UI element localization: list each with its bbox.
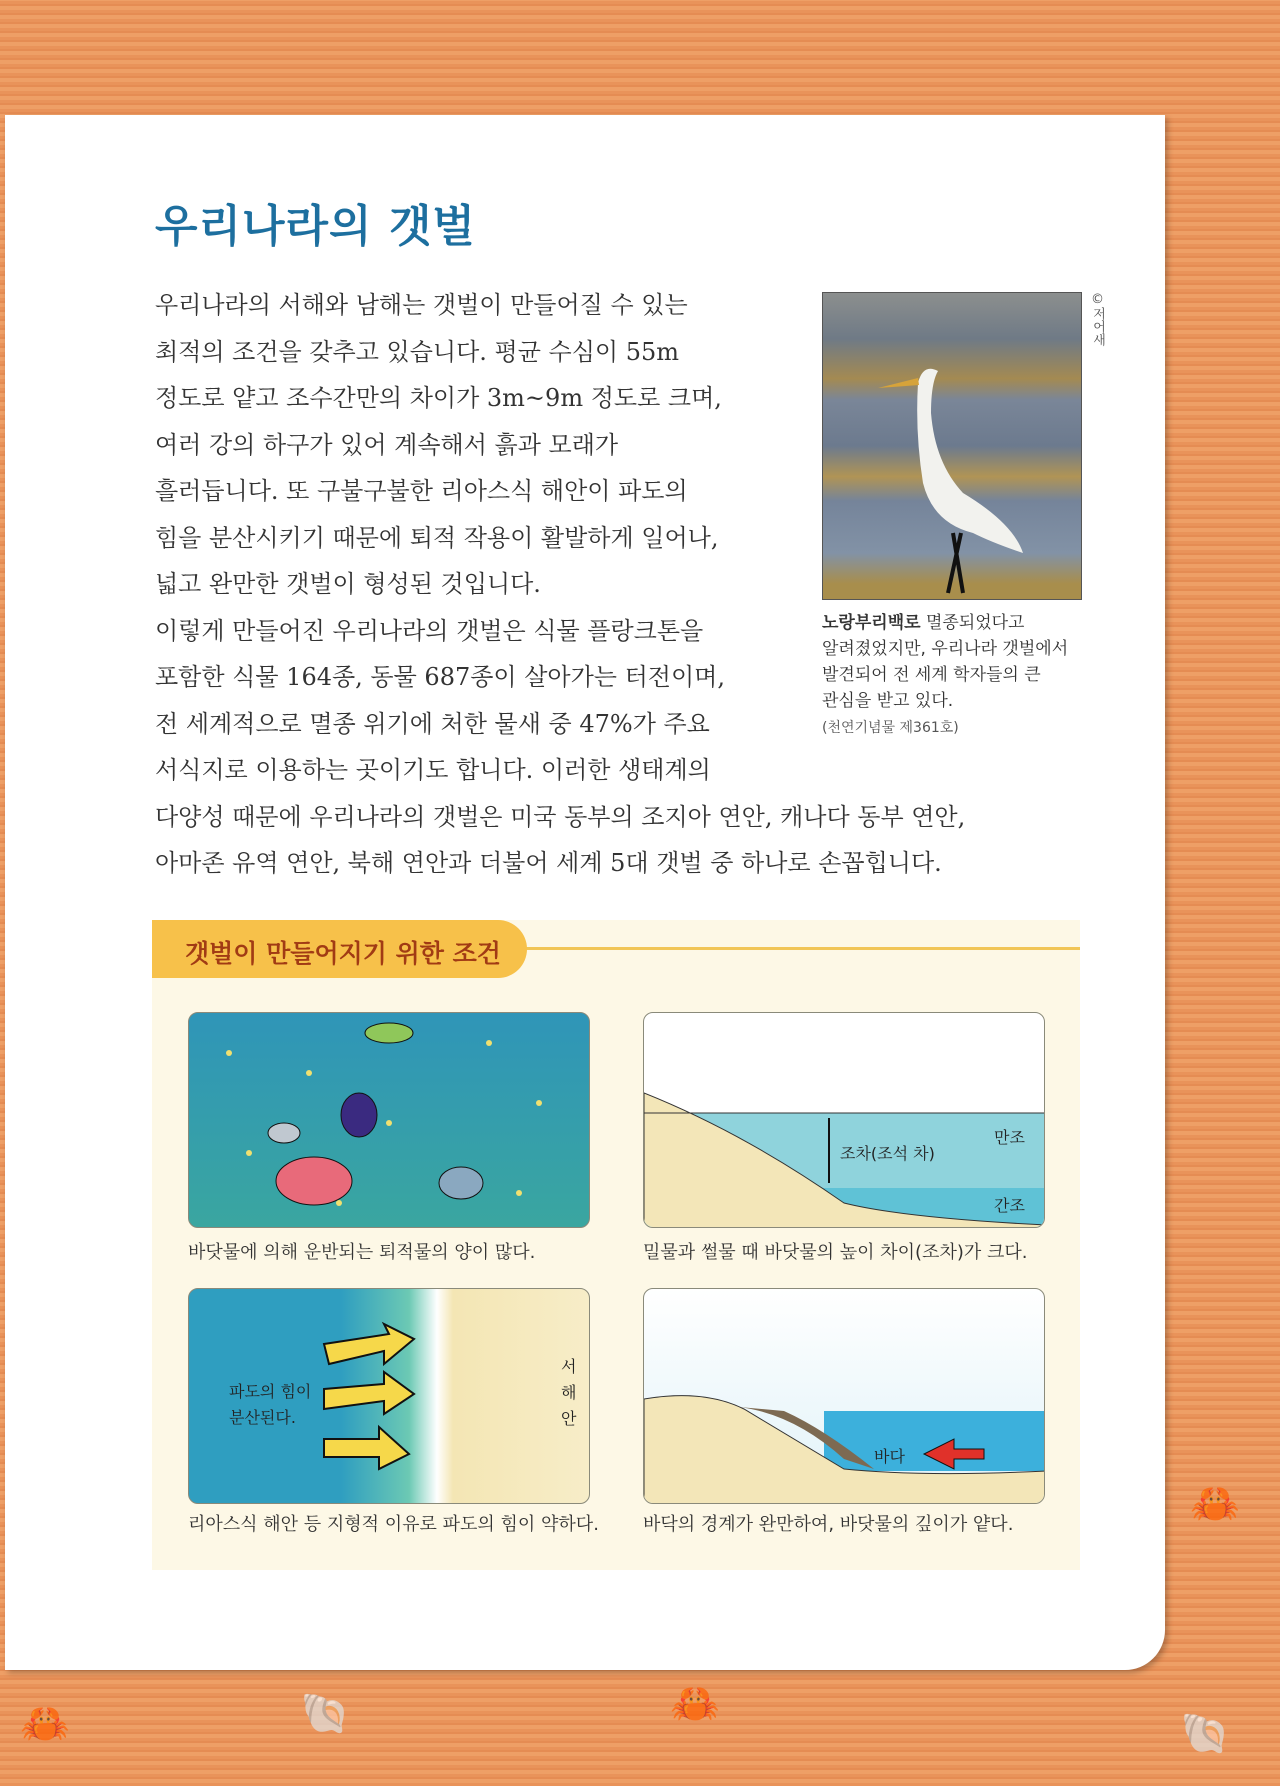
wave-dispersion-illustration: 파도의 힘이 분산된다. 서 해 안 — [188, 1288, 590, 1504]
panel-caption: 밀물과 썰물 때 바닷물의 높이 차이(조차)가 크다. — [643, 1242, 1028, 1263]
photo-credit: ©저어새 — [1090, 292, 1105, 346]
photo-caption: 노랑부리백로 멸종되었다고 알려졌었지만, 우리나라 갯벌에서 발견되어 전 세계 학자들의 큰 관심을 받고 있다. (천연기념물 제361호) — [822, 613, 1069, 736]
tide-illustration: 조차(조석 차) 만조 간조 — [643, 1012, 1045, 1228]
page-title: 우리나라의 갯벌 — [155, 201, 476, 252]
body-text: 우리나라의 서해와 남해는 갯벌이 만들어질 수 있는 최적의 조건을 갖추고 있습니다. 평균 수심이 55m 정도로 얕고 조수간만의 차이가 3m~9m 정도로 크며, 여러 강의 하구가 있어 계속해서 흙과 모래가 흘러듭니다. 또 구불구불한 리아스식 해안이 파도의 힘을 분산시키기 때문에 퇴적 작용이 활발하게 일어나, 넓고 완만한 갯벌이 형성된 것입니다. 이렇게 만들어진 우리나라의 갯벌은 식물 플랑크톤을 포함한 식물 164종, 동물 687종이 살아가는 터전이며, 전 세계적으로 멸종 위기에 처한 물새 중 47%가 주요 서식지로 이용하는 곳이기도 합니다. 이러한 생태계의 다양성 때문에 우리나라의 갯벌은 미국 동부의 조지아 연안, 캐나다 동부 연안, 아마존 유역 연안, 북해 연안과 더불어 세계 5대 갯벌 중 하나로 손꼽힙니다. — [155, 291, 966, 877]
egret-illustration — [823, 293, 1082, 600]
egret-photo — [822, 292, 1082, 600]
crab-icon: 🦀 — [1190, 1481, 1240, 1527]
panel-caption: 리아스식 해안 등 지형적 이유로 파도의 힘이 약하다. — [188, 1514, 599, 1535]
panel-caption: 바닥의 경계가 완만하여, 바닷물의 깊이가 얕다. — [643, 1514, 1014, 1535]
crab-icon: 🦀 — [20, 1701, 70, 1747]
shell-icon: 🐚 — [1180, 1711, 1230, 1757]
shell-icon: 🐚 — [300, 1691, 350, 1737]
divider — [520, 947, 1080, 950]
sediment-illustration — [188, 1012, 590, 1228]
gentle-slope-illustration: 바다 — [643, 1288, 1045, 1504]
panel-caption: 바닷물에 의해 운반되는 퇴적물의 양이 많다. — [188, 1242, 536, 1263]
section-header: 갯벌이 만들어지기 위한 조건 — [152, 920, 527, 978]
crab-icon: 🦀 — [670, 1681, 720, 1727]
